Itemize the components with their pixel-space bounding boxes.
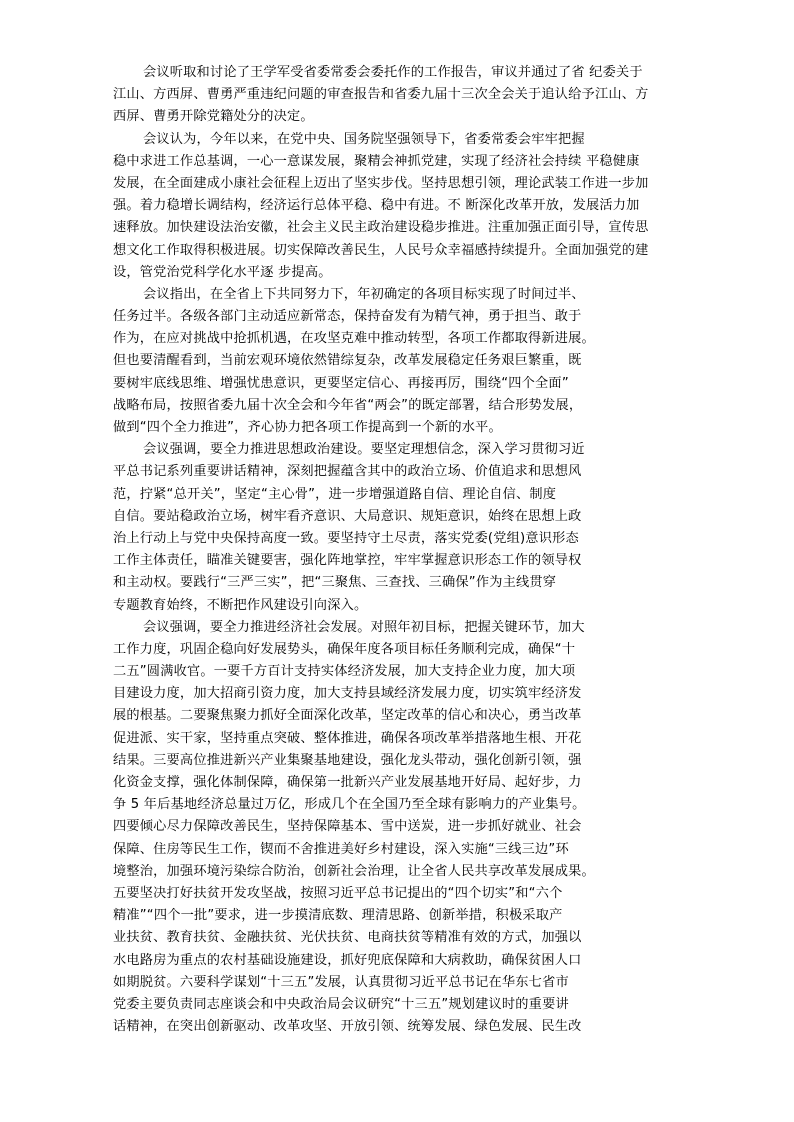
- text-line: 四要倾心尽力保障改善民生，坚持保障基本、雪中送炭，进一步抓好就业、社会: [113, 819, 582, 835]
- text-line: 作为，在应对挑战中抢抓机遇，在攻坚克难中推动转型，各项工作都取得新进展。: [113, 331, 595, 347]
- text-line: 结果。三要高位推进新兴产业集聚基地建设，强化龙头带动，强化创新引领，强: [113, 752, 582, 768]
- text-line: 稳中求进工作总基调，一心一意谋发展，聚精会神抓党建，实现了经济社会持续 平稳健康: [113, 153, 640, 169]
- text-line: 工作力度，巩固企稳向好发展势头，确保年度各项目标任务顺利完成，确保“十: [113, 641, 576, 657]
- text-line: 设，管党治党科学化水平逐 步提高。: [113, 264, 332, 280]
- text-line: 想文化工作取得积极进展。切实保障改善民生，人民号众幸福感持续提升。全面加强党的建: [113, 242, 649, 258]
- text-line: 江山、方西屏、曹勇严重违纪问题的审查报告和省委九届十三次全会关于追认给予江山、方: [113, 87, 649, 103]
- text-line: 争 5 年后基地经济总量过万亿，形成几个在全国乃至全球有影响力的产业集号。: [113, 797, 586, 813]
- text-line: 境整治，加强环境污染综合防治，创新社会治理，让全省人民共享改革发展成果。: [113, 863, 595, 879]
- text-line: 自信。要站稳政治立场，树牢看齐意识、大局意识、规矩意识，始终在思想上政: [113, 508, 582, 524]
- text-line: 任务过半。各级各部门主动适应新常态，保持奋发有为精气神，勇于担当、敢于: [113, 309, 582, 325]
- text-line: 保障、住房等民生工作，锲而不舍推进美好乡村建设，深入实施“三线三边”环: [113, 841, 569, 857]
- text-line: 要树牢底线思维、增强忧患意识，更要坚定信心、再接再厉，围绕“四个全面”: [113, 375, 569, 391]
- text-line: 如期脱贫。六要科学谋划“十三五”发展，认真贯彻习近平总书记在华东七省市: [113, 974, 569, 990]
- text-line: 会议指出，在全省上下共同努力下，年初确定的各项目标实现了时间过半、: [143, 286, 585, 302]
- document-body: [113, 62, 685, 1038]
- text-line: 会议强调，要全力推进经济社会发展。对照年初目标，把握关键环节，加大: [143, 619, 585, 635]
- text-line: 平总书记系列重要讲话精神，深刻把握蕴含其中的政治立场、价值追求和思想风: [113, 464, 582, 480]
- text-line: 西屏、曹勇开除党籍处分的决定。: [113, 109, 314, 125]
- text-line: 速释放。加快建设法治安徽，社会主义民主政治建设稳步推进。注重加强正面引导，宣传思: [113, 220, 649, 236]
- text-line: 业扶贫、教育扶贫、金融扶贫、光伏扶贫、电商扶贫等精准有效的方式，加强以: [113, 930, 582, 946]
- text-line: 专题教育始终，不断把作风建设引向深入。: [113, 597, 368, 613]
- text-line: 展的根基。二要聚焦聚力抓好全面深化改革，坚定改革的信心和决心，勇当改革: [113, 708, 582, 724]
- text-line: 强。着力稳增长调结构，经济运行总体平稳、稳中有进。不 断深化改革开放，发展活力加: [113, 198, 640, 214]
- text-line: 化资金支撑，强化体制保障，确保第一批新兴产业发展基地开好局、起好步，力: [113, 775, 582, 790]
- text-line: 话精神，在突出创新驱动、改革攻坚、开放引领、统筹发展、绿色发展、民生改: [113, 1019, 582, 1035]
- text-line: 战略布局，按照省委九届十次全会和今年省“两会”的既定部署，结合形势发展，: [113, 397, 583, 413]
- text-line: 五要坚决打好扶贫开发攻坚战，按照习近平总书记提出的“四个切实”和“六个: [113, 885, 563, 901]
- text-line: 做到“四个全力推进”，齐心协力把各项工作提高到一个新的水平。: [113, 420, 502, 435]
- text-line: 二五”圆满收官。一要千方百计支持实体经济发展，加大支持企业力度，加大项: [113, 664, 576, 680]
- text-line: 促进派、实干家，坚持重点突破、整体推进，确保各项改革举措落地生根、开花: [113, 730, 582, 746]
- text-line: 但也要清醒看到，当前宏观环境依然错综复杂，改革发展稳定任务艰巨繁重，既: [113, 353, 582, 369]
- text-line: 会议听取和讨论了王学军受省委常委会委托作的工作报告，审议并通过了省 纪委关于: [143, 65, 643, 80]
- text-line: 工作主体责任，瞄准关键要害，强化阵地掌控，牢牢掌握意识形态工作的领导权: [113, 553, 582, 569]
- text-line: 和主动权。要践行“三严三实”，把“三聚焦、三查找、三确保”作为主线贯穿: [113, 575, 557, 591]
- text-line: 范，拧紧“总开关”，坚定“主心骨”，进一步增强道路自信、理论自信、制度: [113, 486, 557, 502]
- text-line: 目建设力度，加大招商引资力度，加大支持县域经济发展力度，切实筑牢经济发: [113, 686, 582, 702]
- text-line: 水电路房为重点的农村基础设施建设，抓好兜底保障和大病救助，确保贫困人口: [113, 952, 582, 968]
- text-line: 会议认为，今年以来，在党中央、国务院坚强领导下，省委常委会牢牢把握: [143, 131, 585, 147]
- text-line: 发展，在全面建成小康社会征程上迈出了坚实步伐。坚持思想引领，理论武装工作进一步加: [113, 175, 649, 191]
- text-line: 治上行动上与党中央保持高度一致。要坚持守土尽责，落实党委(党组)意识形态: [113, 530, 579, 546]
- text-line: 会议强调，要全力推进思想政治建设。要坚定理想信念，深入学习贯彻习近: [143, 442, 585, 458]
- text-line: 精准”“四个一批”要求，进一步摸清底数、理清思路、创新举措，积极采取产: [113, 908, 563, 924]
- text-line: 党委主要负责同志座谈会和中央政治局会议研究“十三五”规划建议时的重要讲: [113, 996, 569, 1012]
